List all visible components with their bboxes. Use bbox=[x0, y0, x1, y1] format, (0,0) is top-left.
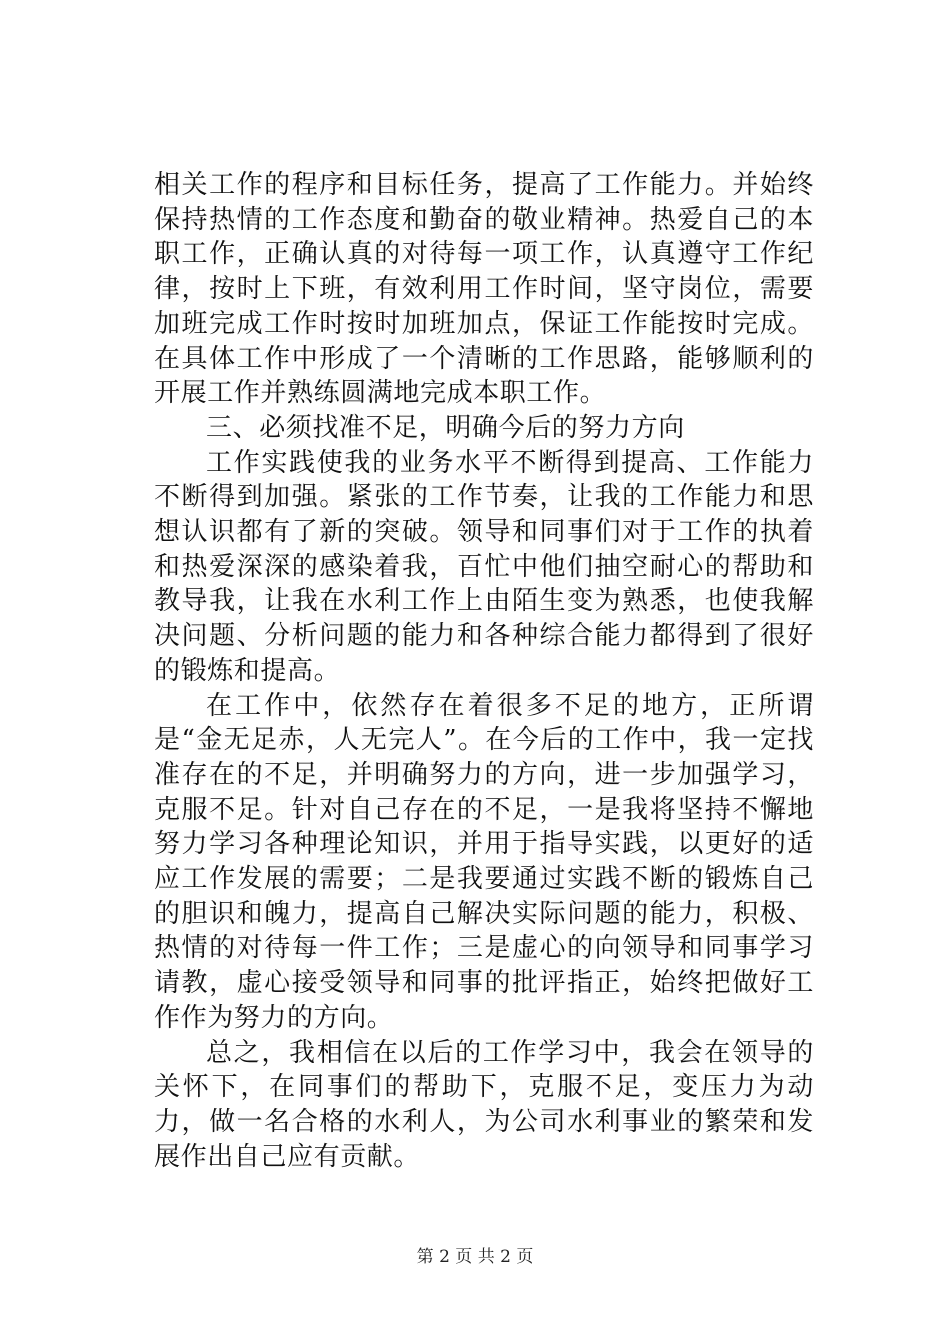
paragraph-continued: 相关工作的程序和目标任务，提高了工作能力。并始终保持热情的工作态度和勤奋的敬业精神。热爱自己的本职工作，正确认真的对待每一项工作，认真遵守工作纪律，按时上下班，有效利用工作时间，坚守岗位，需要加班完成工作时按时加班加点，保证工作能按时完成。在具体工作中形成了一个清晰的工作思路，能够顺利的开展工作并熟练圆满地完成本职工作。 bbox=[154, 170, 814, 409]
paragraph: 工作实践使我的业务水平不断得到提高、工作能力不断得到加强。紧张的工作节奏，让我的工作能力和思想认识都有了新的突破。领导和同事们对于工作的执着和热爱深深的感染着我，百忙中他们抽空耐心的帮助和教导我，让我在水利工作上由陌生变为熟悉，也使我解决问题、分析问题的能力和各种综合能力都得到了很好的锻炼和提高。 bbox=[154, 447, 814, 686]
section-heading: 三、必须找准不足，明确今后的努力方向 bbox=[206, 412, 685, 443]
document-body bbox=[154, 168, 814, 1174]
paragraph: 在工作中，依然存在着很多不足的地方，正所谓是“金无足赤，人无完人”。在今后的工作中，我一定找准存在的不足，并明确努力的方向，进一步加强学习，克服不足。针对自己存在的不足，一是我将坚持不懈地努力学习各种理论知识，并用于指导实践，以更好的适应工作发展的需要；二是我要通过实践不断的锻炼自己的胆识和魄力，提高自己解决实际问题的能力，积极、热情的对待每一件工作；三是虚心的向领导和同事学习请教，虚心接受领导和同事的批评指正，始终把做好工作作为努力的方向。 bbox=[154, 690, 814, 1033]
paragraph: 总之，我相信在以后的工作学习中，我会在领导的关怀下，在同事们的帮助下，克服不足，变压力为动力，做一名合格的水利人，为公司水利事业的繁荣和发展作出自己应有贡献。 bbox=[154, 1037, 814, 1172]
page-number-footer: 第 2 页 共 2 页 bbox=[416, 1247, 534, 1267]
